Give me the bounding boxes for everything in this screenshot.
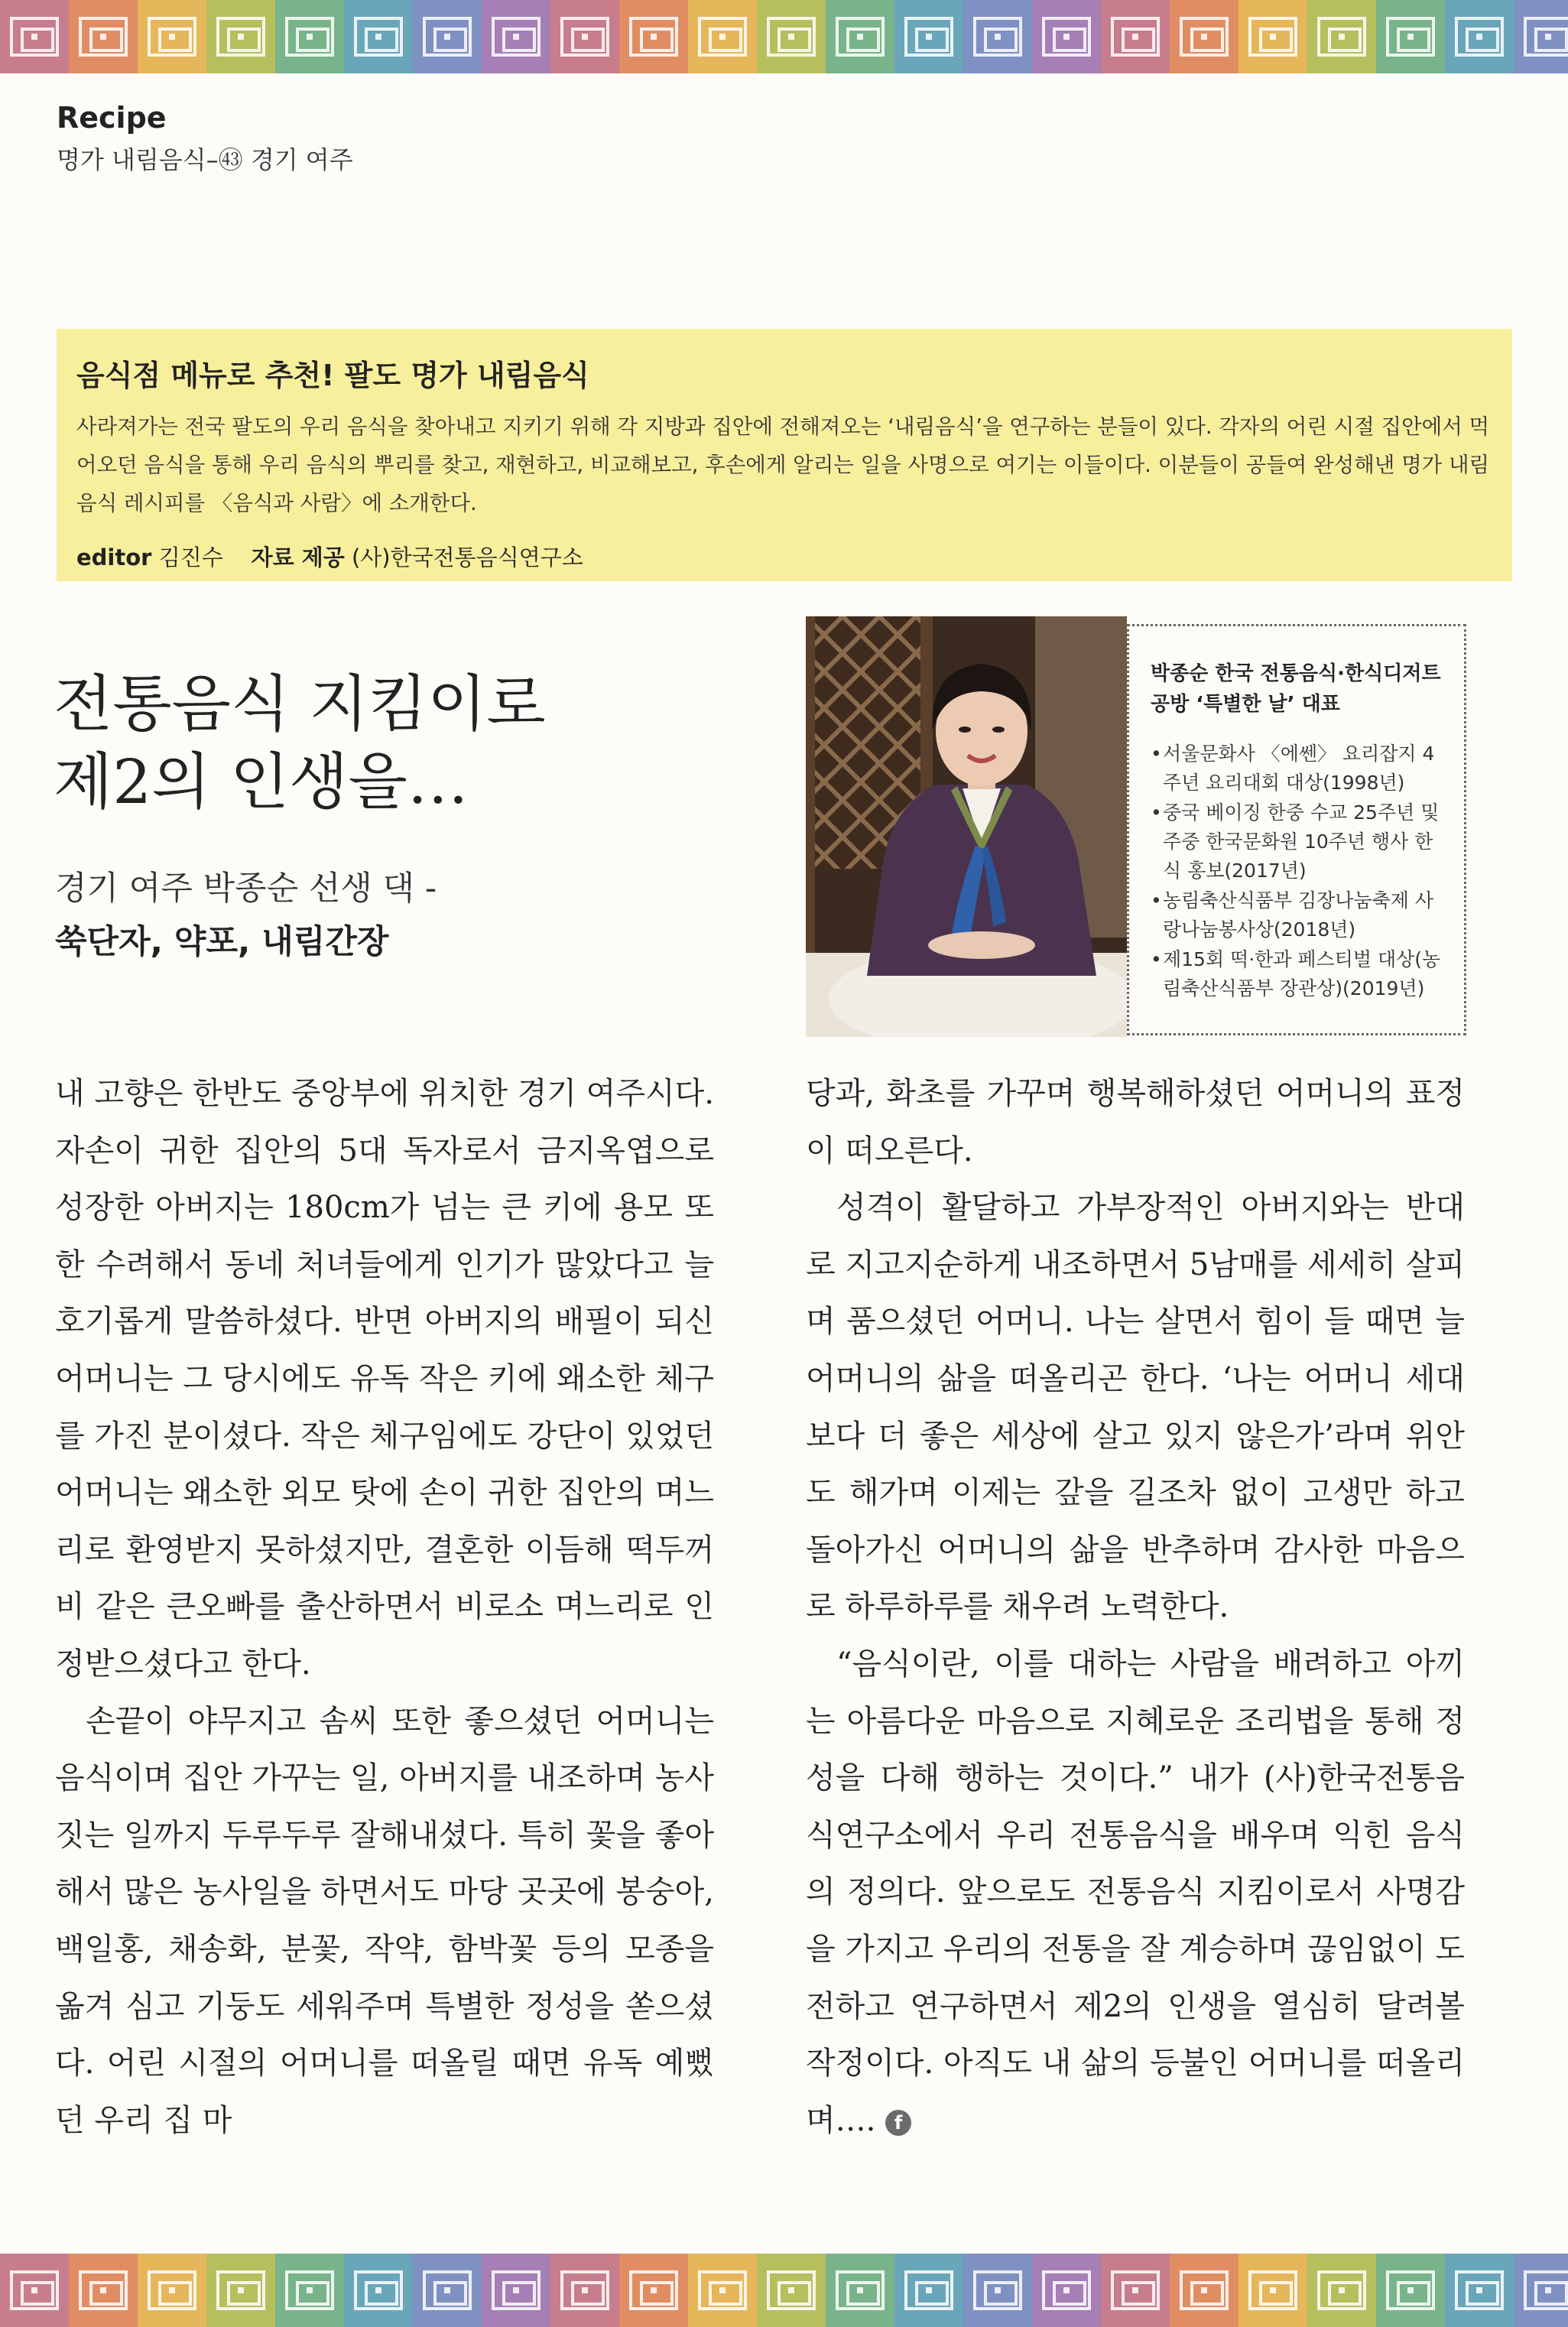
greek-key-icon [0,0,69,73]
greek-key-icon [826,0,894,73]
editor-label: editor [76,544,152,570]
greek-key-icon [413,2254,482,2327]
greek-key-icon [963,0,1032,73]
greek-key-icon [1307,0,1376,73]
credits [76,541,1492,572]
portrait-photo [806,616,1127,1037]
greek-key-icon [1032,0,1101,73]
source-name: (사)한국전통음식연구소 [351,544,583,570]
greek-key-icon [275,0,344,73]
body-paragraph: 손끝이 야무지고 솜씨 또한 좋으셨던 어머니는 음식이며 집안 가꾸는 일, 아버지를 내조하며 농사짓는 일까지 두루두루 잘해내셨다. 특히 꽃을 좋아해서 많은 농사일을 하면서도 마당 곳곳에 봉숭아, 백일홍, 채송화, 분꽃, 작약, 함박꽃 등의 모종을 옮겨 심고 기둥도 세워주며 특별한 정성을 쏟으셨다. 어린 시절의 어머니를 떠올릴 때면 유독 예뻤던 우리 집 마 [55,1703,714,2138]
greek-key-icon [1170,2254,1238,2327]
greek-key-icon [482,0,550,73]
greek-key-icon [1032,2254,1101,2327]
article-headline [54,665,546,821]
body-paragraph-last [806,1636,1465,2149]
series-label: 명가 내림음식–㊸ 경기 여주 [57,145,353,174]
greek-key-icon [69,2254,138,2327]
greek-key-icon [757,2254,826,2327]
recipe-dishes: 쑥단자, 약포, 내림간장 [55,923,389,961]
editor-name: 김진수 [158,544,223,570]
greek-key-icon [206,2254,275,2327]
award-item: • 중국 베이징 한중 수교 25주년 및 주중 한국문화원 10주년 행사 한식 홍보(2017년) [1151,798,1447,886]
greek-key-icon [1101,0,1170,73]
greek-key-icon [344,0,413,73]
greek-key-icon [0,2254,69,2327]
award-item: • 서울문화사 〈에쎈〉 요리잡지 4주년 요리대회 대상(1998년) [1151,739,1447,798]
section-label: Recipe [57,101,167,135]
body-paragraph: 내 고향은 한반도 중앙부에 위치한 경기 여주시다. 자손이 귀한 집안의 5대 독자로서 금지옥엽으로 성장한 아버지는 180cm가 넘는 큰 키에 용모 또한 수려해서 동네 처녀들에게 인기가 많았다고 늘 호기롭게 말씀하셨다. 반면 아버지의 배필이 되신 어머니는 그 당시에도 유독 작은 키에 왜소한 체구를 가진 분이셨다. 작은 체구임에도 강단이 있었던 어머니는 왜소한 외모 탓에 손이 귀한 집안의 며느리로 환영받지 못하셨지만, 결혼한 이듬해 떡두꺼비 같은 큰오빠를 출산하면서 비로소 며느리로 인정받으셨다고 한다. [55,1076,714,1682]
award-item: • 제15회 떡·한과 페스티벌 대상(농림축산식품부 장관상)(2019년) [1151,945,1447,1003]
profile-box [1127,624,1466,1035]
greek-key-icon [826,2254,894,2327]
greek-key-icon [138,0,206,73]
end-mark-icon: f [885,2110,911,2136]
greek-key-icon [1238,0,1307,73]
greek-key-icon [69,0,138,73]
headline-line-1: 전통음식 지킴이로 [54,668,546,739]
greek-key-icon [894,2254,963,2327]
portrait-illustration [806,616,1127,1037]
profile-title: 박종순 한국 전통음식·한식디저트 공방 ‘특별한 날’ 대표 [1151,662,1441,716]
award-item: • 농림축산식품부 김장나눔축제 사랑나눔봉사상(2018년) [1151,886,1447,944]
greek-key-icon [344,2254,413,2327]
intro-body: 사라져가는 전국 팔도의 우리 음식을 찾아내고 지키기 위해 각 지방과 집안에 전해져오는 ‘내림음식’을 연구하는 분들이 있다. 각자의 어린 시절 집안에서 먹어오던 음식을 통해 우리 음식의 뿌리를 찾고, 재현하고, 비교해보고, 후손에게 알리는 일을 사명으로 여기는 이들이다. 이분들이 공들여 완성해낸 명가 내림음식 레시피를 〈음식과 사람〉에 소개한다. [76,414,1490,515]
greek-key-icon [963,2254,1032,2327]
greek-key-icon [757,0,826,73]
greek-key-icon [206,0,275,73]
greek-key-icon [1238,2254,1307,2327]
greek-key-icon [1445,2254,1514,2327]
top-decorative-band [0,0,1568,73]
greek-key-icon [550,0,619,73]
greek-key-icon [1376,2254,1445,2327]
greek-key-icon [619,0,688,73]
greek-key-icon [688,0,757,73]
greek-key-icon [482,2254,550,2327]
greek-key-icon [413,0,482,73]
greek-key-icon [1445,0,1514,73]
greek-key-icon [1514,2254,1568,2327]
award-list [1151,739,1447,1003]
greek-key-icon [138,2254,206,2327]
body-paragraph: “음식이란, 이를 대하는 사람을 배려하고 아끼는 아름다운 마음으로 지혜로운 조리법을 통해 정성을 다해 행하는 것이다.” 내가 (사)한국전통음식연구소에서 우리 전통음식을 배우며 익힌 음식의 정의다. 앞으로도 전통음식 지킴이로서 사명감을 가지고 우리의 전통을 잘 계승하며 끊임없이 도전하고 연구하면서 제2의 인생을 열심히 달려볼 작정이다. 아직도 내 삶의 등불인 어머니를 떠올리며…. [806,1646,1465,2138]
greek-key-icon [1376,0,1445,73]
greek-key-icon [619,2254,688,2327]
greek-key-icon [1170,0,1238,73]
greek-key-icon [688,2254,757,2327]
body-column-right [806,1065,1465,2149]
intro-box [57,329,1512,581]
greek-key-icon [275,2254,344,2327]
body-paragraph: 당과, 화초를 가꾸며 행복해하셨던 어머니의 표정이 떠오른다. [806,1076,1465,1168]
greek-key-icon [550,2254,619,2327]
greek-key-icon [894,0,963,73]
body-paragraph: 성격이 활달하고 가부장적인 아버지와는 반대로 지고지순하게 내조하면서 5남매를 세세히 살피며 품으셨던 어머니. 나는 살면서 힘이 들 때면 늘 어머니의 삶을 떠올리곤 한다. ‘나는 어머니 세대보다 더 좋은 세상에 살고 있지 않은가’라며 위안도 해가며 이제는 갚을 길조차 없이 고생만 하고 돌아가신 어머니의 삶을 반추하며 감사한 마음으로 하루하루를 채우려 노력한다. [806,1190,1465,1625]
article-subtitle: 경기 여주 박종순 선생 댁 - [55,869,437,908]
bottom-decorative-band [0,2254,1568,2327]
greek-key-icon [1514,0,1568,73]
headline-line-2: 제2의 인생을… [54,746,469,817]
source-label: 자료 제공 [251,544,345,570]
intro-title: 음식점 메뉴로 추천! 팔도 명가 내림음식 [76,359,589,392]
greek-key-icon [1101,2254,1170,2327]
body-column-left [55,1065,714,2149]
greek-key-icon [1307,2254,1376,2327]
